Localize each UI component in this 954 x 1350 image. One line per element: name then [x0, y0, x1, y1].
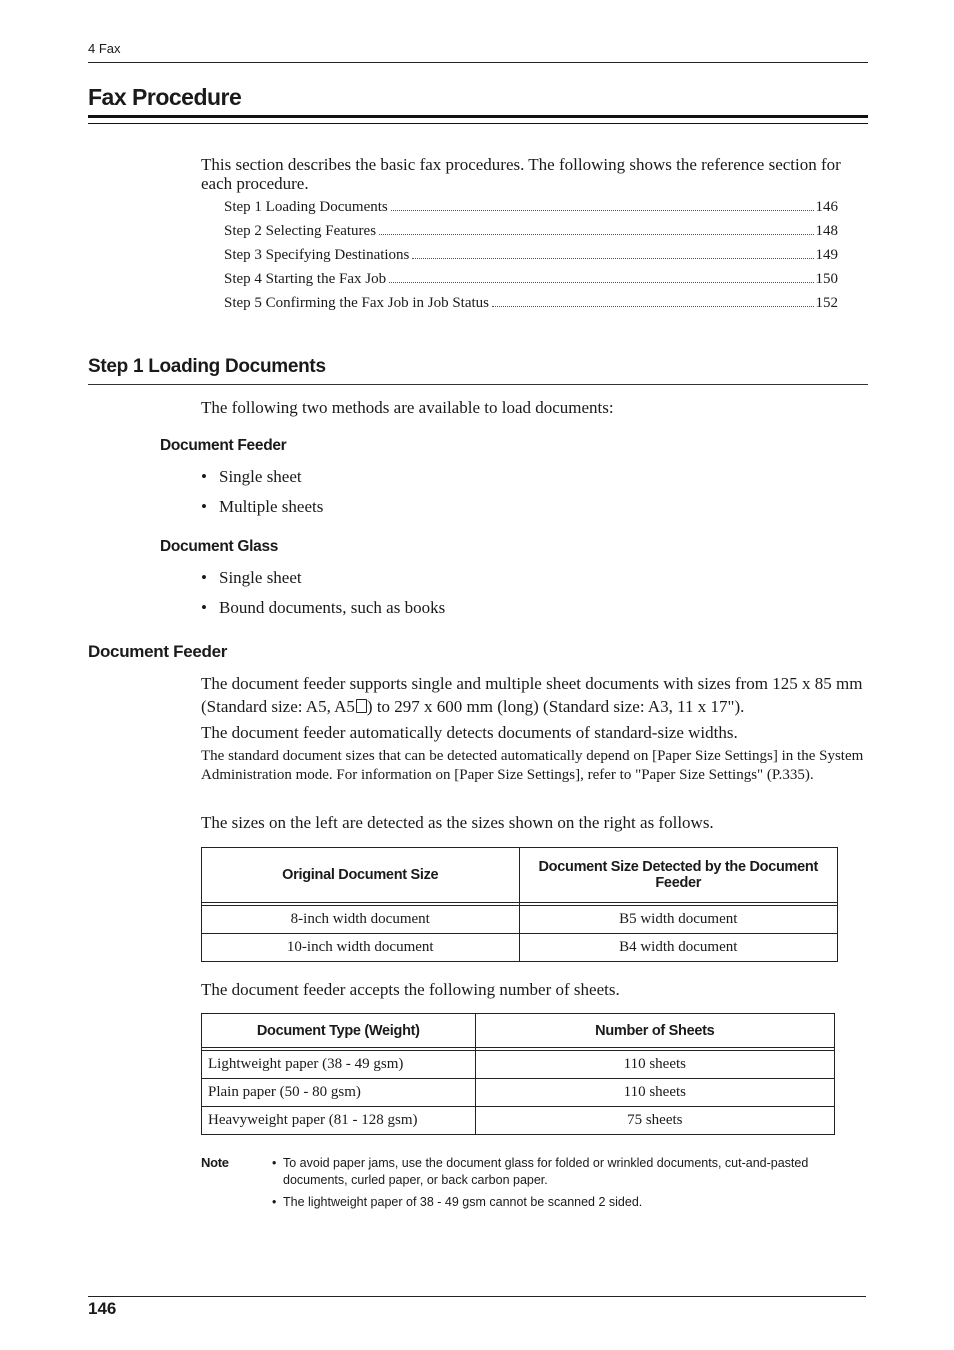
- feeder-paragraph-2: The document feeder automatically detects documents of standard-size widths.: [201, 723, 738, 742]
- section-heading-step-1: Step 1 Loading Documents: [88, 356, 326, 377]
- footer-divider: [88, 1296, 866, 1297]
- bullet-dot: •: [201, 497, 207, 516]
- toc-entry-step-3[interactable]: [224, 245, 838, 269]
- table-cell: Heavyweight paper (81 - 128 gsm): [202, 1107, 476, 1135]
- table-cell: B4 width document: [519, 934, 838, 962]
- feeder-bullet-list: [201, 467, 323, 527]
- table-cell: 8-inch width document: [202, 906, 520, 934]
- toc-entry-label: Step 3 Specifying Destinations: [224, 247, 410, 263]
- glass-bullet-list: [201, 568, 445, 628]
- table-cell: 110 sheets: [475, 1079, 834, 1107]
- toc-leader: [492, 306, 813, 307]
- table-cell: Plain paper (50 - 80 gsm): [202, 1079, 476, 1107]
- bullet-dot: •: [272, 1156, 277, 1170]
- table-row: [202, 934, 838, 962]
- toc-entry-step-5[interactable]: [224, 293, 838, 317]
- toc-entry-label: Step 4 Starting the Fax Job: [224, 271, 387, 287]
- column-header: Document Type (Weight): [202, 1014, 476, 1048]
- feeder-paragraph-5: The document feeder accepts the following number of sheets.: [201, 980, 620, 999]
- feeder-paragraph-1: The document feeder supports single and multiple sheet documents with sizes from 125 x 85 mm (Standard size: A5, A5 ) to 297 x 600 mm (long) (Standard size: A3, 11 x 17").: [201, 674, 863, 716]
- list-item: • Single sheet: [201, 568, 302, 587]
- table-of-contents: [224, 197, 838, 317]
- table-header-row: [202, 848, 838, 903]
- page-title: Fax Procedure: [88, 84, 242, 110]
- note-item: • The lightweight paper of 38 - 49 gsm cannot be scanned 2 sided.: [272, 1195, 643, 1209]
- intro-paragraph: This section describes the basic fax procedures. The following shows the reference section for each procedure.: [201, 155, 841, 193]
- section-heading-document-feeder: Document Feeder: [88, 642, 228, 661]
- toc-leader: [379, 234, 813, 235]
- table-cell: B5 width document: [519, 906, 838, 934]
- table-header-row: [202, 1014, 835, 1048]
- sheet-capacity-table: [201, 1013, 835, 1135]
- bullet-dot: •: [201, 467, 207, 486]
- feeder-paragraph-4: The sizes on the left are detected as the sizes shown on the right as follows.: [201, 813, 714, 832]
- size-detection-table: [201, 847, 838, 962]
- running-head: 4 Fax: [88, 41, 121, 56]
- list-item: • Bound documents, such as books: [201, 598, 446, 617]
- subheading-document-glass: Document Glass: [160, 538, 279, 555]
- toc-entry-step-2[interactable]: [224, 221, 838, 245]
- note-item: • To avoid paper jams, use the document glass for folded or wrinkled documents, cut-and-pasted documents, curled paper, or back carbon paper.: [272, 1156, 809, 1187]
- toc-entry-page: 148: [815, 223, 838, 239]
- toc-leader: [391, 210, 814, 211]
- toc-entry-page: 149: [815, 247, 838, 263]
- toc-entry-label: Step 1 Loading Documents: [224, 199, 388, 215]
- toc-entry-label: Step 5 Confirming the Fax Job in Job Status: [224, 295, 490, 311]
- toc-leader: [389, 282, 813, 283]
- toc-entry-page: 150: [815, 271, 838, 287]
- page-number: 146: [88, 1299, 117, 1318]
- note-label: Note: [201, 1155, 229, 1170]
- column-header: Number of Sheets: [475, 1014, 834, 1048]
- table-cell: 10-inch width document: [202, 934, 520, 962]
- table-row: [202, 1051, 835, 1079]
- bullet-dot: •: [201, 568, 207, 587]
- toc-entry-step-1[interactable]: [224, 197, 838, 221]
- toc-entry-page: 152: [815, 295, 838, 311]
- column-header: Original Document Size: [202, 848, 520, 903]
- bullet-dot: •: [201, 598, 207, 617]
- toc-entry-step-4[interactable]: [224, 269, 838, 293]
- portrait-document-icon: [356, 699, 367, 713]
- note-body: [272, 1155, 842, 1216]
- table-cell: Lightweight paper (38 - 49 gsm): [202, 1051, 476, 1079]
- table-cell: 110 sheets: [475, 1051, 834, 1079]
- step1-lead: The following two methods are available to load documents:: [201, 398, 614, 417]
- table-row: [202, 1079, 835, 1107]
- bullet-dot: •: [272, 1195, 277, 1209]
- feeder-paragraph-3: The standard document sizes that can be detected automatically depend on [Paper Size Settings] in the System Administration mode. For information on [Paper Size Settings], refer to "Paper Size Settings" (P.335).: [201, 748, 864, 783]
- table-row: [202, 906, 838, 934]
- subheading-document-feeder: Document Feeder: [160, 437, 287, 454]
- list-item: • Single sheet: [201, 467, 302, 486]
- toc-entry-label: Step 2 Selecting Features: [224, 223, 377, 239]
- title-divider: [88, 115, 868, 124]
- column-header: Document Size Detected by the Document Feeder: [519, 848, 838, 903]
- toc-entry-page: 146: [815, 199, 838, 215]
- header-divider: [88, 62, 868, 63]
- table-cell: 75 sheets: [475, 1107, 834, 1135]
- section-divider: [88, 384, 868, 385]
- table-row: [202, 1107, 835, 1135]
- list-item: • Multiple sheets: [201, 497, 324, 516]
- toc-leader: [412, 258, 813, 259]
